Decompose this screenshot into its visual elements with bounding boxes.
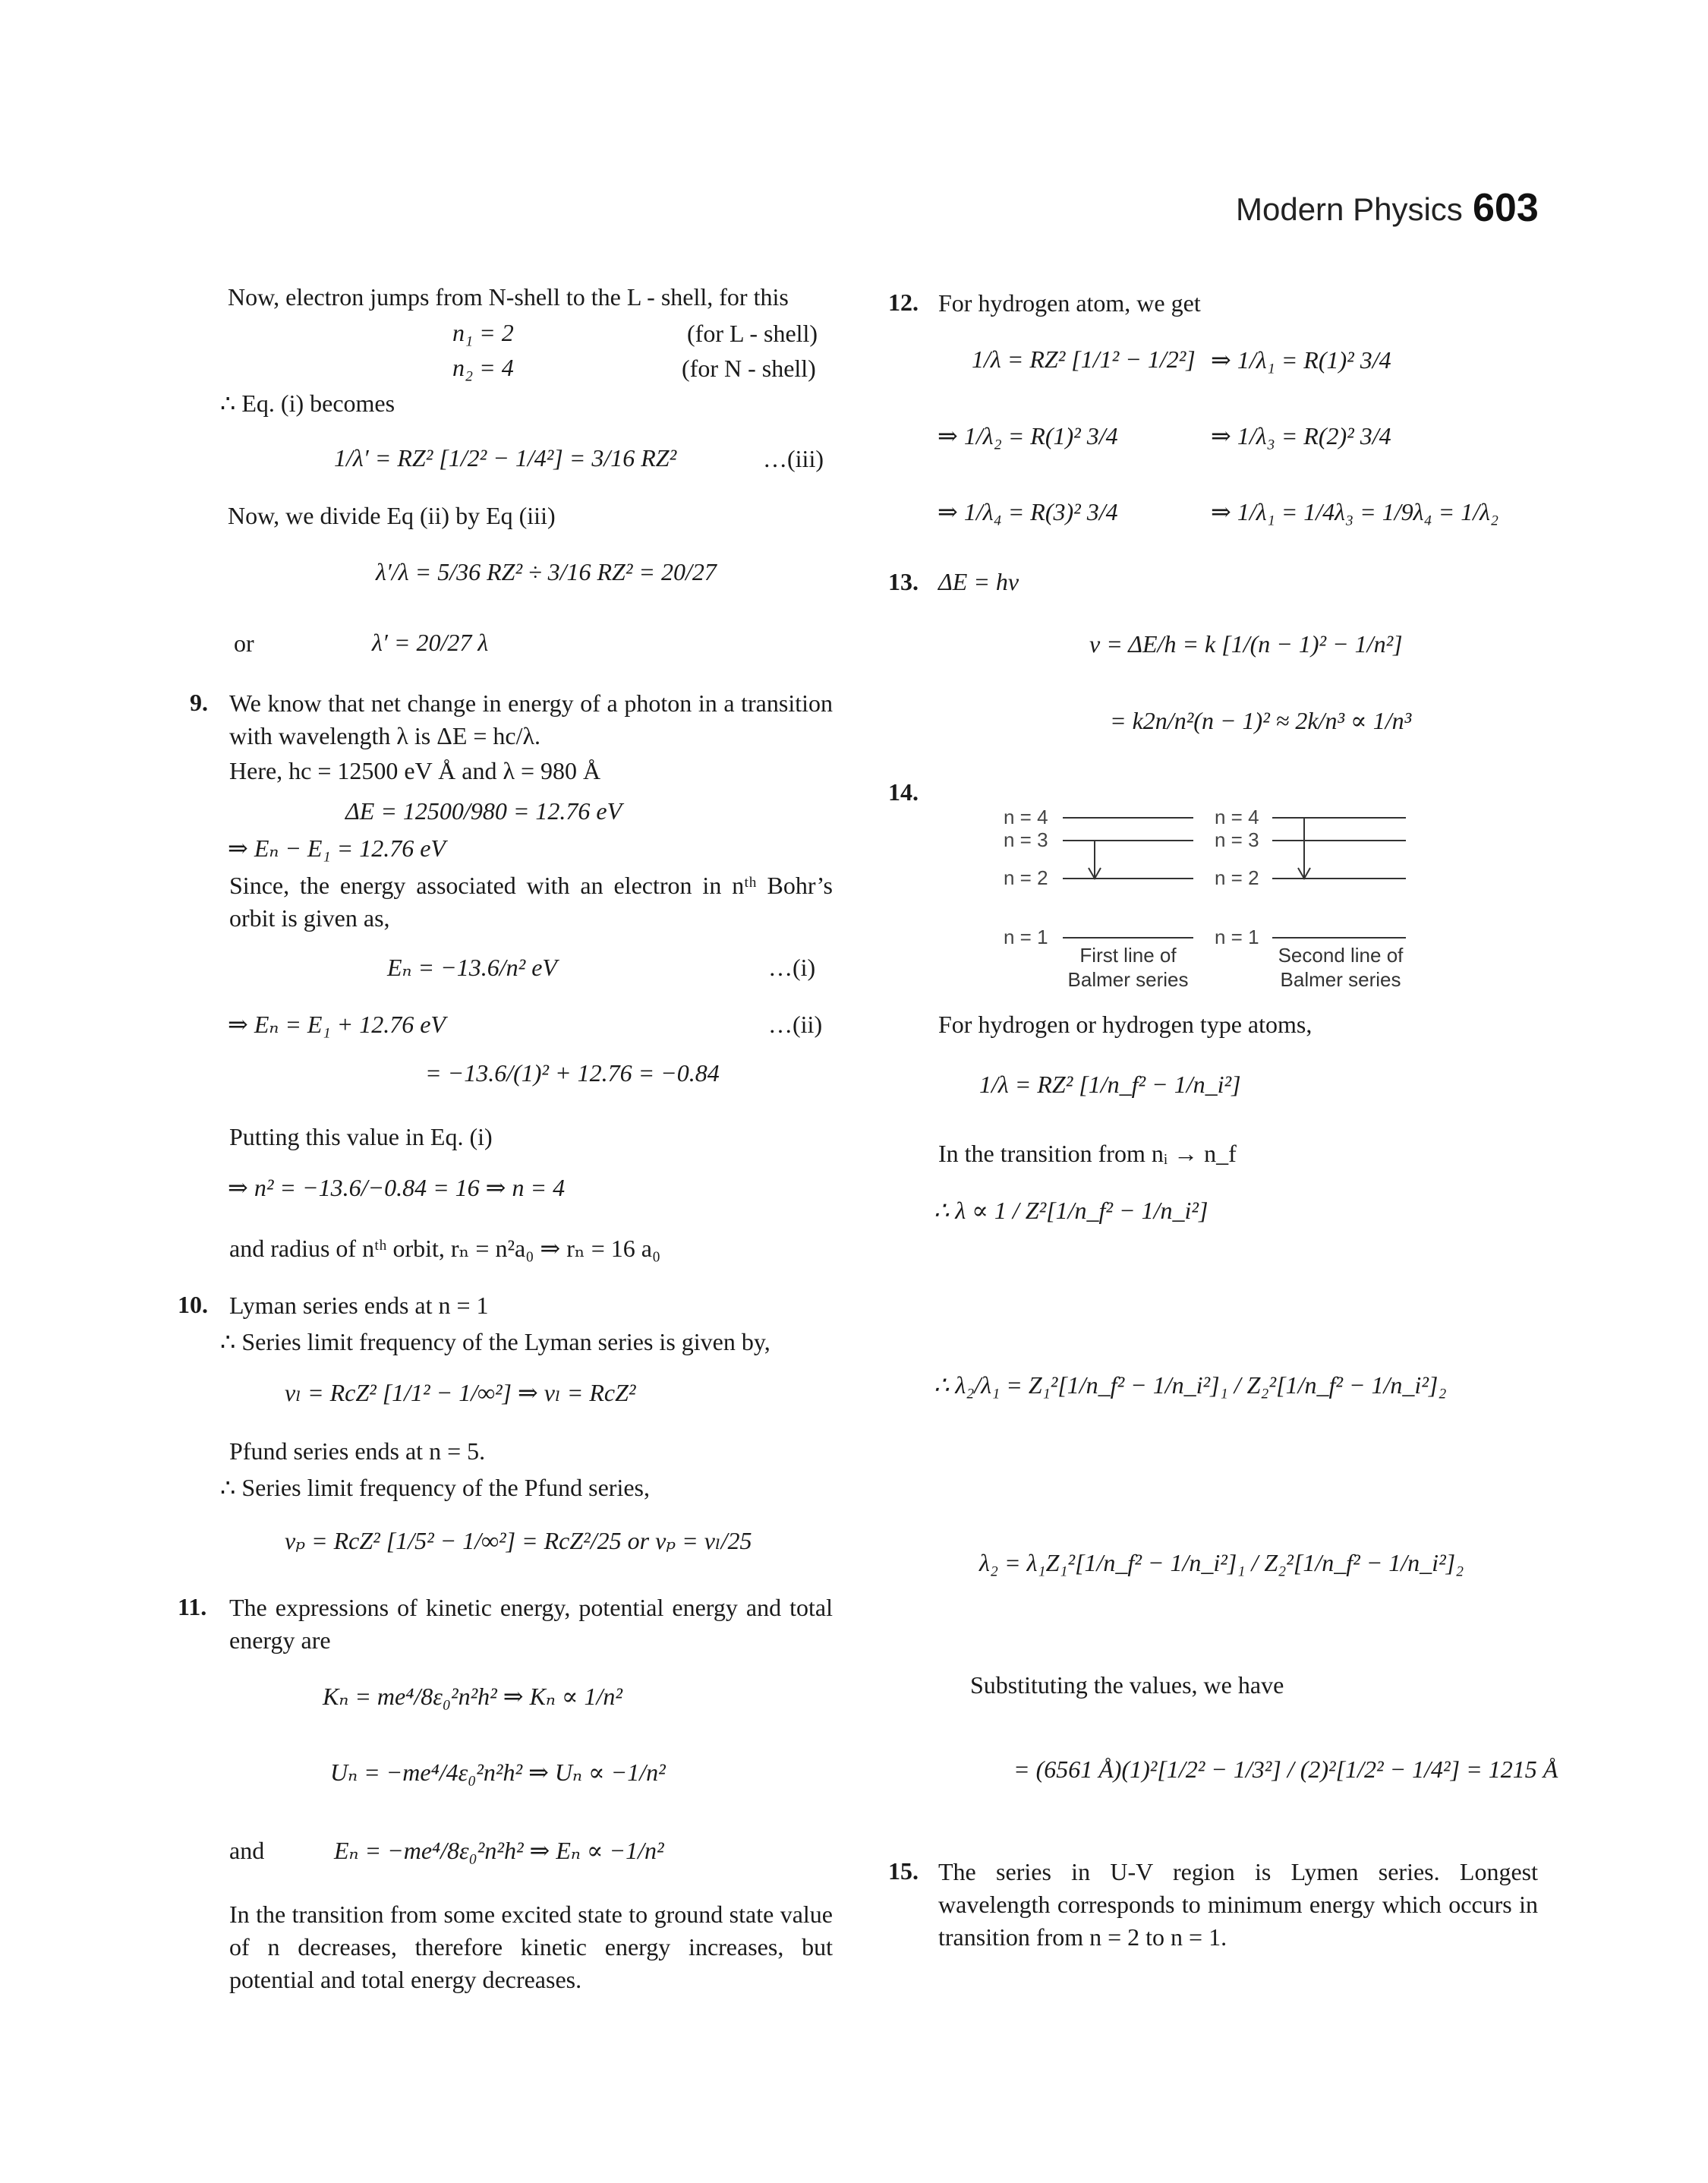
level-label: n = 2 bbox=[1215, 866, 1259, 889]
q9-n-squared: ⇒ n² = −13.6/−0.84 = 16 ⇒ n = 4 bbox=[228, 1174, 566, 1201]
question-11-number: 11. bbox=[178, 1593, 207, 1620]
q11-conclusion: In the transition from some excited state to ground state value of n decreases, therefore kinetic energy increases, but potential and total energy decreases. bbox=[229, 1901, 833, 1993]
eq-i-becomes: ∴ Eq. (i) becomes bbox=[220, 390, 395, 417]
q14-equation-4: λ₂ = λ₁Z₁²[1/n_f² − 1/n_i²]₁ / Z₂²[1/n_f² − 1/n_i²]₂ bbox=[979, 1549, 1464, 1576]
q11-and-label: and bbox=[229, 1837, 265, 1864]
q12-equation-6: ⇒ 1/λ₁ = 1/4λ₃ = 1/9λ₄ = 1/λ₂ bbox=[1211, 498, 1499, 525]
first-line-diagram bbox=[1004, 806, 1193, 991]
question-14-number: 14. bbox=[888, 778, 919, 806]
running-header-title: Modern Physics bbox=[1236, 191, 1463, 227]
question-10-number: 10. bbox=[178, 1291, 208, 1318]
level-label: n = 1 bbox=[1004, 926, 1048, 948]
q11-potential-energy: Uₙ = −me⁴/4ε₀²n²h² ⇒ Uₙ ∝ −1/n² bbox=[330, 1759, 666, 1786]
q12-equation-4: ⇒ 1/λ₃ = R(2)² 3/4 bbox=[1211, 422, 1391, 450]
page-number: 603 bbox=[1473, 186, 1539, 230]
level-label: n = 4 bbox=[1215, 806, 1259, 828]
caption-line: Balmer series bbox=[1280, 968, 1401, 991]
q9-energy-definition: Eₙ = −13.6/n² eV bbox=[387, 954, 557, 981]
q12-equation-1: 1/λ = RZ² [1/1² − 1/2²] bbox=[972, 345, 1196, 373]
intro-text: Now, electron jumps from N-shell to the L - shell, for this bbox=[228, 283, 789, 311]
or-label: or bbox=[234, 629, 254, 657]
n2-note: (for N - shell) bbox=[682, 355, 816, 382]
question-9-text: We know that net change in energy of a photon in a transition with wavelength λ is ΔE = hc/λ. bbox=[229, 689, 833, 749]
q9-delta-e: ΔE = 12500/980 = 12.76 eV bbox=[345, 797, 622, 825]
level-label: n = 1 bbox=[1215, 926, 1259, 948]
q9-given-values: Here, hc = 12500 eV Å and λ = 980 Å bbox=[229, 757, 601, 784]
q14-equation-2: ∴ λ ∝ 1 / Z²[1/n_f² − 1/n_i²] bbox=[934, 1197, 1209, 1224]
caption-line: First line of bbox=[1079, 944, 1177, 967]
question-13-number: 13. bbox=[888, 568, 919, 595]
question-15-text: The series in U-V region is Lymen series. Longest wavelength corresponds to minimum energy which occurs in transition from n = 2 to n = 1. bbox=[938, 1858, 1538, 1951]
level-label: n = 3 bbox=[1004, 828, 1048, 851]
caption-line: Balmer series bbox=[1067, 968, 1189, 991]
equation-iii-tag: …(iii) bbox=[763, 445, 824, 472]
n1-note: (for L - shell) bbox=[687, 320, 818, 347]
q9-radius: and radius of nᵗʰ orbit, rₙ = n²a₀ ⇒ rₙ = 16 a₀ bbox=[229, 1235, 661, 1262]
q10-lyman-limit: ∴ Series limit frequency of the Lyman series is given by, bbox=[220, 1328, 770, 1355]
q14-substituting-text: Substituting the values, we have bbox=[970, 1671, 1284, 1699]
question-15-number: 15. bbox=[888, 1857, 919, 1885]
result-equation: λ′ = 20/27 λ bbox=[372, 629, 489, 656]
q12-equation-3: ⇒ 1/λ₂ = R(1)² 3/4 bbox=[938, 422, 1118, 450]
divide-text: Now, we divide Eq (ii) by Eq (iii) bbox=[228, 502, 556, 529]
q9-energy-sum: ⇒ Eₙ = E₁ + 12.76 eV bbox=[228, 1011, 446, 1038]
q12-equation-2: ⇒ 1/λ₁ = R(1)² 3/4 bbox=[1211, 346, 1391, 374]
ratio-equation: λ′/λ = 5/36 RZ² ÷ 3/16 RZ² = 20/27 bbox=[376, 558, 717, 585]
q14-transition-text: In the transition from nᵢ → n_f bbox=[938, 1140, 1237, 1167]
question-10-text: Lyman series ends at n = 1 bbox=[229, 1292, 489, 1319]
q9-putting-text: Putting this value in Eq. (i) bbox=[229, 1123, 493, 1150]
q12-equation-5: ⇒ 1/λ₄ = R(3)² 3/4 bbox=[938, 498, 1118, 525]
energy-level-diagram bbox=[994, 801, 1420, 991]
question-9-number: 9. bbox=[190, 689, 208, 716]
q14-equation-1: 1/λ = RZ² [1/n_f² − 1/n_i²] bbox=[979, 1071, 1241, 1098]
q11-total-energy: Eₙ = −me⁴/8ε₀²n²h² ⇒ Eₙ ∝ −1/n² bbox=[334, 1837, 664, 1864]
q9-since-text: Since, the energy associated with an electron in nᵗʰ Bohr’s orbit is given as, bbox=[229, 872, 833, 932]
second-line-diagram bbox=[1215, 806, 1406, 991]
equation-iii: 1/λ′ = RZ² [1/2² − 1/4²] = 3/16 RZ² bbox=[334, 444, 677, 472]
question-11-text: The expressions of kinetic energy, potential energy and total energy are bbox=[229, 1594, 833, 1654]
q14-equation-3: ∴ λ₂/λ₁ = Z₁²[1/n_f² − 1/n_i²]₁ / Z₂²[1/n_f² − 1/n_i²]₂ bbox=[934, 1371, 1447, 1399]
q9-tag-i: …(i) bbox=[768, 954, 816, 981]
q10-pfund-equation: νₚ = RcZ² [1/5² − 1/∞²] = RcZ²/25 or νₚ = νₗ/25 bbox=[285, 1527, 752, 1554]
question-12-text: For hydrogen atom, we get bbox=[938, 289, 1201, 317]
q9-en-minus-e1: ⇒ Eₙ − E₁ = 12.76 eV bbox=[228, 834, 446, 862]
level-label: n = 3 bbox=[1215, 828, 1259, 851]
n2-equation: n₂ = 4 bbox=[452, 354, 514, 381]
q14-hydrogen-text: For hydrogen or hydrogen type atoms, bbox=[938, 1011, 1313, 1038]
level-label: n = 2 bbox=[1004, 866, 1048, 889]
caption-line: Second line of bbox=[1278, 944, 1404, 967]
q13-equation-1: ν = ΔE/h = k [1/(n − 1)² − 1/n²] bbox=[1089, 630, 1403, 658]
n1-equation: n₁ = 2 bbox=[452, 319, 514, 346]
q9-energy-value: = −13.6/(1)² + 12.76 = −0.84 bbox=[425, 1059, 720, 1087]
q10-pfund-limit: ∴ Series limit frequency of the Pfund series, bbox=[220, 1474, 650, 1501]
q14-equation-5: = (6561 Å)(1)²[1/2² − 1/3²] / (2)²[1/2² − 1/4²] = 1215 Å bbox=[1013, 1756, 1558, 1783]
q11-kinetic-energy: Kₙ = me⁴/8ε₀²n²h² ⇒ Kₙ ∝ 1/n² bbox=[323, 1683, 623, 1710]
q13-equation-2: = k2n/n²(n − 1)² ≈ 2k/n³ ∝ 1/n³ bbox=[1110, 707, 1412, 734]
q10-pfund-text: Pfund series ends at n = 5. bbox=[229, 1437, 486, 1465]
q10-lyman-equation: νₗ = RcZ² [1/1² − 1/∞²] ⇒ νₗ = RcZ² bbox=[285, 1379, 636, 1406]
question-13-text: ΔE = hν bbox=[938, 568, 1019, 595]
level-label: n = 4 bbox=[1004, 806, 1048, 828]
question-12-number: 12. bbox=[888, 289, 919, 316]
q9-tag-ii: …(ii) bbox=[768, 1011, 823, 1038]
